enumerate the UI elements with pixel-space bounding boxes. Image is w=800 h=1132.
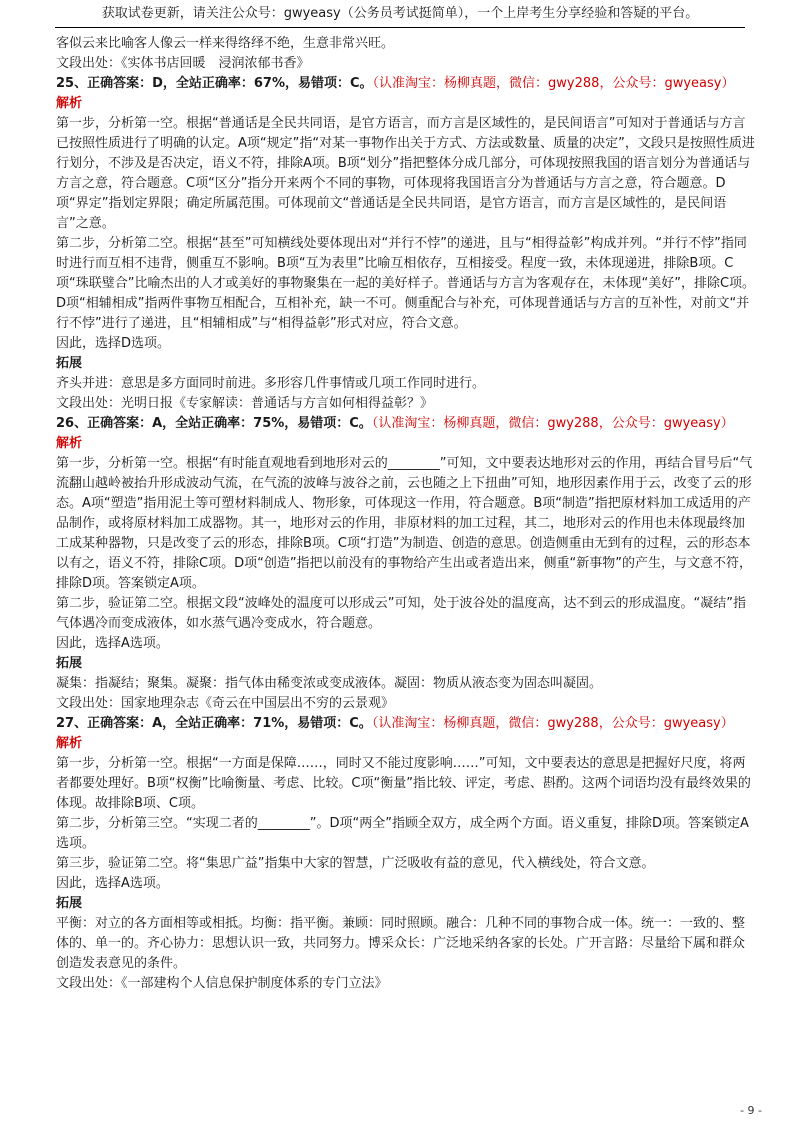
- extension-title: 拓展: [56, 896, 83, 911]
- extension-title: 拓展: [56, 356, 83, 371]
- extension-paragraph: 齐头并进：意思是多方面同时前进。多形容几件事情或几项工作同时进行。: [56, 376, 486, 391]
- answer-stats: A，全站正确率：71%，易错项：C。: [152, 716, 372, 731]
- extension-title: 拓展: [56, 656, 83, 671]
- analysis-paragraph: 第一步，分析第一空。根据“有时能直观地看到地形对云的________”可知，文中要表达地形对云的作用，再结合冒号后“气流翻山越岭被抬升形成波动气流，在气流的波峰与波谷之前，云也随之上下扭曲”可知，地形因素作用于云，改变了云的形态。A项“塑造”指用泥土等可塑材料制成人、物形象，可体现这一作用，符合题意。B项“制造”指把原材料加工成适用的产品制作，或将原材料加工成器物。其一，地形对云的作用，非原材料的加工过程，其二，地形对云的作用也未体现最终加工成某种器物，只是改变了云的形态，排除B项。C项“打造”为制造、创造的意思。创造侧重由无到有的过程，云的形态本以有之，语义不符，排除C项。D项“创造”指把以前没有的事物给产生出或者造出来，侧重“新事物”的产生，与文意不符，排除D项。答案锁定A项。: [56, 456, 753, 591]
- intro-text: 客似云来比喻客人像云一样来得络绎不绝，生意非常兴旺。: [56, 36, 395, 51]
- page-header: 获取试卷更新，请关注公众号：gwyeasy（公务员考试挺简单），一个上岸考生分享经验和答疑的平台。: [101, 6, 699, 21]
- extension-paragraph: 平衡：对立的各方面相等或相抵。均衡：指平衡。兼顾：同时照顾。融合：几种不同的事物合成一体。统一：一致的、整体的、单一的。齐心协力：思想认识一致，共同努力。博采众长：广泛地采纳各家的长处。广开言路：尽量给下属和群众创造发表意见的条件。: [56, 916, 746, 971]
- answer-label: 27、正确答案：: [56, 716, 153, 731]
- analysis-paragraph: 因此，选择A选项。: [56, 876, 169, 891]
- analysis-paragraph: 第一步，分析第一空。根据“普通话是全民共同语，是官方语言，而方言是区域性的，是民间语言”可知对于普通话与方言已按照性质进行了明确的认定。A项“规定”指“对某一事物作出关于方式、方法或数量、质量的决定”，文段只是按照性质进行划分，不涉及是否决定，语义不符，排除A项。B项“划分”指把整体分成几部分，可体现按照我国的语言划分为普通话与方言之意，符合题意。C项“区分”指分开来两个不同的事物，可体现将我国语言分为普通话与方言之意，符合题意。D项“界定”指划定界限；确定所属范围。可体现前文“普通话是全民共同语，是官方语言，而方言是区域性的，是民间语言”之意。: [56, 116, 755, 231]
- answer-label: 25、正确答案：: [56, 76, 153, 91]
- question-26-header: [56, 414, 756, 434]
- analysis-paragraph: 第二步，分析第三空。“实现二者的________”。D项“两全”指顾全双方，成全两个方面。语义重复，排除D项。答案锁定A选项。: [56, 816, 749, 851]
- analysis-paragraph: 第一步，分析第一空。根据“一方面是保障……，同时又不能过度影响……”可知，文中要表达的意思是把握好尺度，将两者都要处理好。B项“权衡”比喻衡量、考虑、比较。C项“衡量”指比较、评定，考虑、斟酌。这两个词语均没有最终效果的体现。故排除B项、C项。: [56, 756, 751, 811]
- source-line: 文段出处：国家地理杂志《奇云在中国层出不穷的云景观》: [56, 696, 395, 711]
- page-number: - 9 -: [740, 1104, 762, 1117]
- document-body: [56, 34, 756, 994]
- question-27-header: [56, 714, 756, 734]
- answer-label: 26、正确答案：: [56, 416, 153, 431]
- analysis-title: 解析: [56, 736, 83, 751]
- promo-text: （认准淘宝：杨柳真题，微信：gwy288，公众号：gwyeasy）: [371, 416, 734, 431]
- answer-stats: A，全站正确率：75%，易错项：C。: [152, 416, 372, 431]
- analysis-paragraph: 因此，选择A选项。: [56, 636, 169, 651]
- promo-text: （认准淘宝：杨柳真题，微信：gwy288，公众号：gwyeasy）: [372, 76, 735, 91]
- intro-source: 文段出处：《实体书店回暖 浸润浓郁书香》: [56, 56, 310, 71]
- question-25-header: [56, 74, 756, 94]
- analysis-title: 解析: [56, 436, 83, 451]
- answer-stats: D，全站正确率：67%，易错项：C。: [152, 76, 373, 91]
- header-divider: [55, 27, 745, 28]
- source-line: 文段出处：《一部建构个人信息保护制度体系的专门立法》: [56, 976, 388, 991]
- analysis-paragraph: 因此，选择D选项。: [56, 336, 171, 351]
- analysis-paragraph: 第二步，验证第二空。根据文段“波峰处的温度可以形成云”可知，处于波谷处的温度高，达不到云的形成温度。“凝结”指气体遇冷而变成液体，如水蒸气遇冷变成水，符合题意。: [56, 596, 746, 631]
- extension-paragraph: 凝集：指凝结；聚集。凝聚：指气体由稀变浓或变成液体。凝固：物质从液态变为固态叫凝固。: [56, 676, 603, 691]
- promo-text: （认准淘宝：杨柳真题，微信：gwy288，公众号：gwyeasy）: [371, 716, 734, 731]
- analysis-paragraph: 第三步，验证第二空。将“集思广益”指集中大家的智慧，广泛吸收有益的意见，代入横线处，符合文意。: [56, 856, 655, 871]
- analysis-paragraph: 第二步，分析第二空。根据“甚至”可知横线处要体现出对“并行不悖”的递进，且与“相得益彰”构成并列。“并行不悖”指同时进行而互相不违背，侧重互不影响。B项“互为表里”比喻互相依存，互相接受。程度一致，未体现递进，排除B项。C项“珠联璧合”比喻杰出的人才或美好的事物聚集在一起的美好样子。普通话与方言为客观存在，未体现“美好”，排除C项。D项“相辅相成”指两件事物互相配合，互相补充，缺一不可。侧重配合与补充，可体现普通话与方言的互补性，对前文“并行不悖”进行了递进，且“相辅相成”与“相得益彰”形式对应，符合文意。: [56, 236, 756, 331]
- source-line: 文段出处：光明日报《专家解读：普通话与方言如何相得益彰？》: [56, 396, 434, 411]
- analysis-title: 解析: [56, 96, 83, 111]
